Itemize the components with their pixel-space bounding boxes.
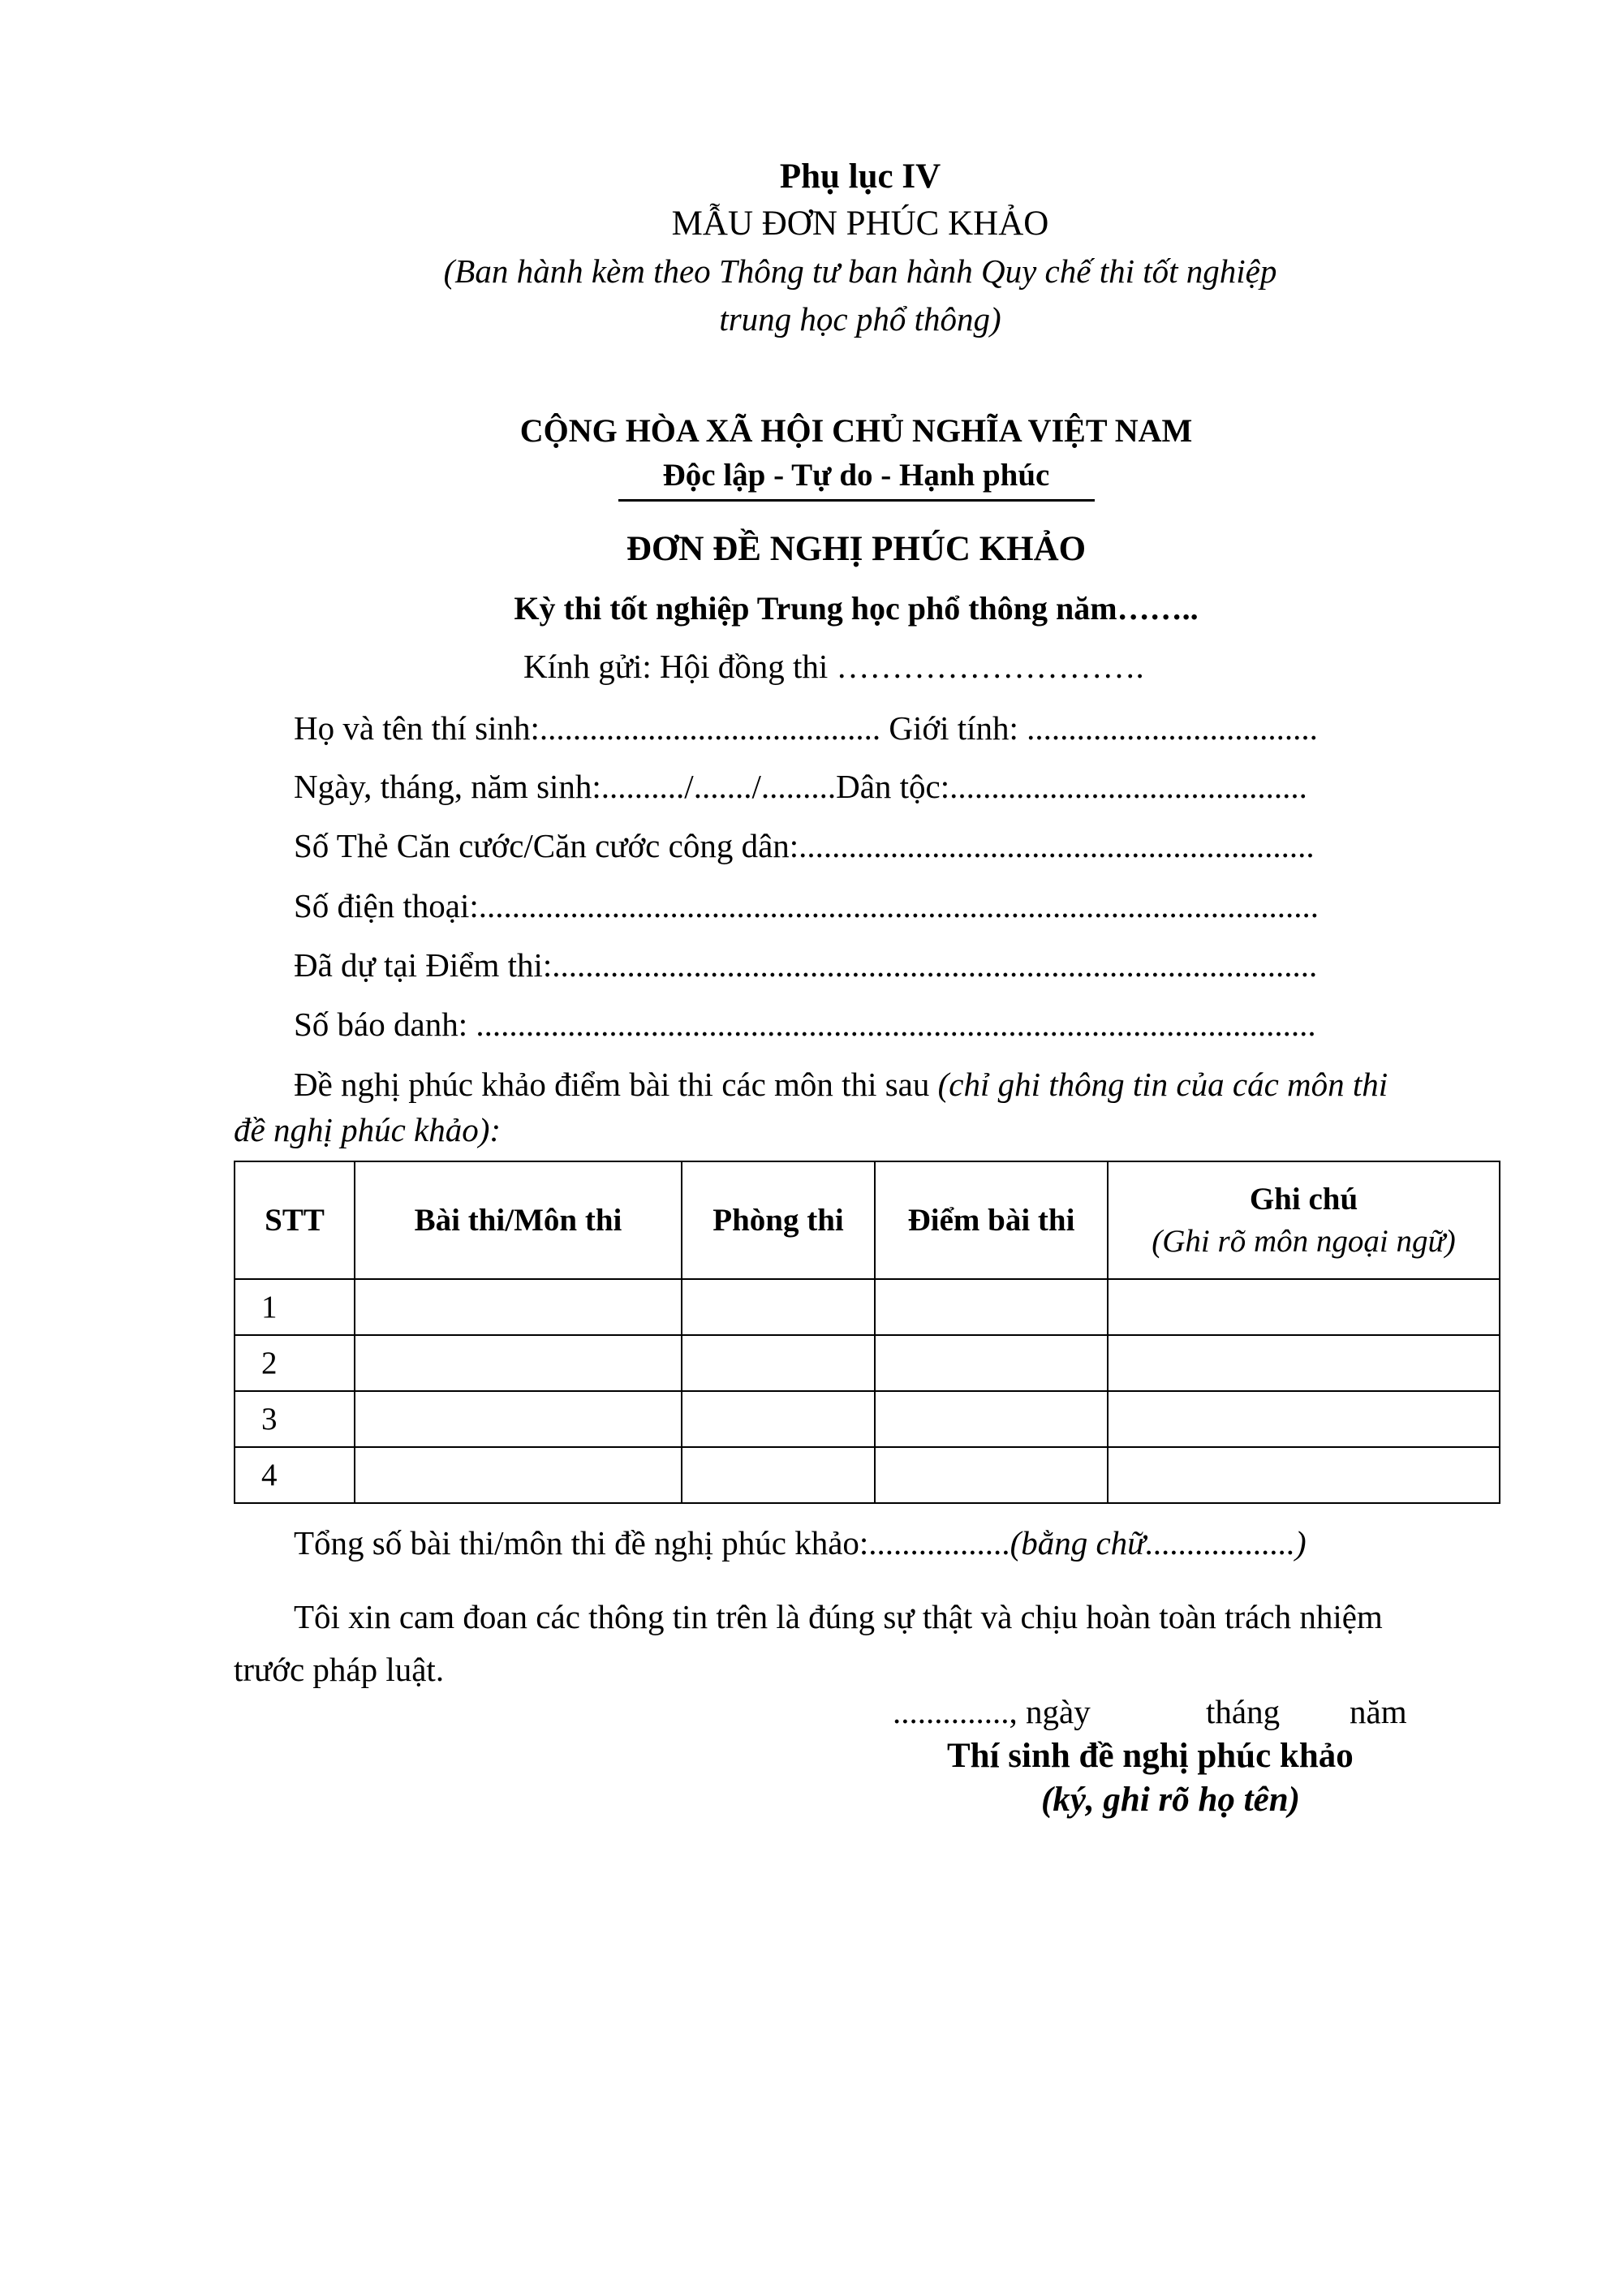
cell-note[interactable] [1108, 1279, 1500, 1335]
total-words: (bằng chữ..................) [1010, 1524, 1307, 1562]
header-subject: Bài thi/Môn thi [355, 1161, 682, 1279]
header-note-sub: (Ghi rõ môn ngoại ngữ) [1152, 1223, 1456, 1259]
row-stt: 2 [235, 1335, 355, 1391]
header-note-title: Ghi chú [1249, 1181, 1358, 1217]
cell-score[interactable] [875, 1335, 1108, 1391]
form-name: MẪU ĐƠN PHÚC KHẢO [671, 205, 1049, 243]
cell-room[interactable] [682, 1447, 875, 1503]
field-id-card: Số Thẻ Căn cước/Căn cước công dân:.............................................................. [294, 827, 1315, 864]
row-stt: 1 [235, 1279, 355, 1335]
commitment-line1: Tôi xin cam đoan các thông tin trên là đúng sự thật và chịu hoàn toàn trách nhiệm [294, 1598, 1383, 1635]
commitment-line2: trước pháp luật. [234, 1651, 445, 1688]
signature-year: năm [1350, 1693, 1407, 1730]
field-full-name: Họ và tên thí sinh:......................................... Giới tính: ................................... [294, 709, 1318, 747]
signature-instruction: (ký, ghi rõ họ tên) [1041, 1781, 1300, 1819]
cell-room[interactable] [682, 1279, 875, 1335]
field-phone: Số điện thoại:..................................................................................................... [294, 887, 1319, 924]
total-text: Tổng số bài thi/môn thi đề nghị phúc khảo:................. [294, 1524, 1010, 1562]
signature-place-date: .............., ngày [893, 1693, 1091, 1730]
exam-name: Kỳ thi tốt nghiệp Trung học phổ thông năm…….. [514, 590, 1199, 627]
field-birth-date: Ngày, tháng, năm sinh:........../......./.........Dân tộc:........................................... [294, 768, 1307, 805]
total-line [294, 1523, 1307, 1562]
table-row [235, 1447, 1500, 1503]
request-line2: đề nghị phúc khảo): [234, 1111, 502, 1148]
row-stt: 3 [235, 1391, 355, 1447]
cell-room[interactable] [682, 1335, 875, 1391]
form-title: ĐƠN ĐỀ NGHỊ PHÚC KHẢO [626, 530, 1087, 568]
country-name: CỘNG HÒA XÃ HỘI CHỦ NGHĨA VIỆT NAM [519, 412, 1193, 449]
motto-underline [618, 499, 1095, 502]
field-exam-site: Đã dự tại Điểm thi:............................................................................................ [294, 946, 1318, 984]
table-header-row [235, 1161, 1500, 1279]
cell-subject[interactable] [355, 1279, 682, 1335]
appendix-title: Phụ lục IV [779, 157, 941, 196]
request-text: Đề nghị phúc khảo điểm bài thi các môn thi sau [294, 1066, 938, 1103]
header-score: Điểm bài thi [875, 1161, 1108, 1279]
cell-note[interactable] [1108, 1335, 1500, 1391]
cell-subject[interactable] [355, 1447, 682, 1503]
cell-subject[interactable] [355, 1335, 682, 1391]
header-note [1108, 1161, 1500, 1279]
cell-score[interactable] [875, 1391, 1108, 1447]
request-note: (chỉ ghi thông tin của các môn thi [937, 1066, 1388, 1103]
table-row [235, 1391, 1500, 1447]
cell-note[interactable] [1108, 1391, 1500, 1447]
cell-subject[interactable] [355, 1391, 682, 1447]
appendix-note-line2: trung học phổ thông) [719, 300, 1001, 338]
recipient-line: Kính gửi: Hội đồng thi ………………………. [523, 648, 1144, 685]
subjects-table [234, 1161, 1500, 1504]
header-room: Phòng thi [682, 1161, 875, 1279]
request-line1 [294, 1065, 1388, 1104]
header-stt: STT [235, 1161, 355, 1279]
field-candidate-number: Số báo danh: ..................................................................................................... [294, 1006, 1316, 1043]
signature-role: Thí sinh đề nghị phúc khảo [947, 1737, 1354, 1775]
row-stt: 4 [235, 1447, 355, 1503]
cell-score[interactable] [875, 1279, 1108, 1335]
national-motto: Độc lập - Tự do - Hạnh phúc [662, 458, 1050, 493]
appendix-note-line1: (Ban hành kèm theo Thông tư ban hành Quy chế thi tốt nghiệp [443, 252, 1277, 290]
cell-note[interactable] [1108, 1447, 1500, 1503]
cell-score[interactable] [875, 1447, 1108, 1503]
signature-month: tháng [1206, 1693, 1281, 1730]
cell-room[interactable] [682, 1391, 875, 1447]
table-row [235, 1279, 1500, 1335]
table-row [235, 1335, 1500, 1391]
